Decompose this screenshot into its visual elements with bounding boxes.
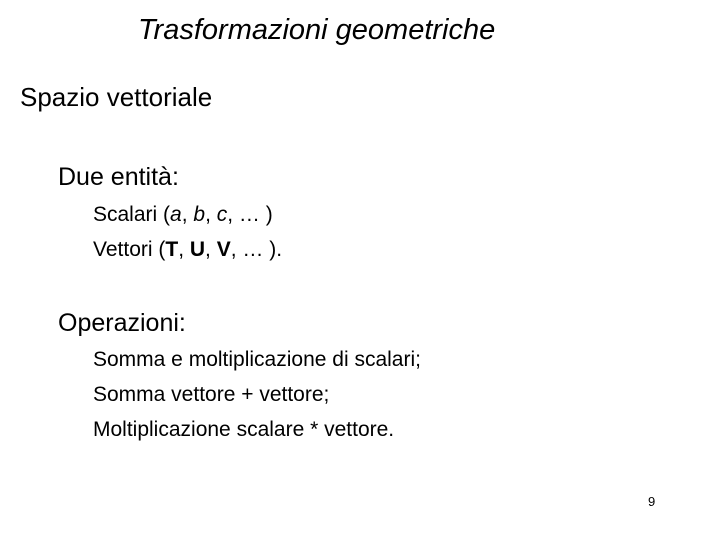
scalar-c: c — [216, 203, 228, 226]
scalar-a: a — [170, 203, 182, 226]
scalari-sep-2: , — [205, 203, 217, 226]
operation-item-2: Somma vettore + vettore; — [93, 383, 330, 406]
operation-item-3: Moltiplicazione scalare * vettore. — [93, 418, 395, 441]
vettori-prefix: Vettori ( — [93, 238, 166, 261]
operation-item-1: Somma e moltiplicazione di scalari; — [93, 348, 421, 371]
section-entities-heading: Due entità: — [58, 163, 179, 191]
scalari-sep-1: , — [181, 203, 194, 226]
section-operations-heading: Operazioni: — [58, 309, 186, 337]
slide-heading: Spazio vettoriale — [20, 82, 213, 112]
vettori-sep-1: , — [178, 238, 190, 261]
scalar-b: b — [193, 203, 206, 226]
vector-t: T — [165, 238, 179, 261]
scalari-item — [93, 203, 273, 227]
vettori-sep-2: , — [205, 238, 217, 261]
slide-title: Trasformazioni geometriche — [138, 14, 496, 46]
vettori-item — [93, 238, 282, 262]
vector-v: V — [216, 238, 231, 261]
vector-u: U — [189, 238, 206, 261]
page-number: 9 — [648, 494, 656, 509]
vettori-suffix: , … ). — [230, 238, 283, 261]
scalari-prefix: Scalari ( — [93, 203, 171, 226]
scalari-suffix: , … ) — [227, 203, 273, 226]
